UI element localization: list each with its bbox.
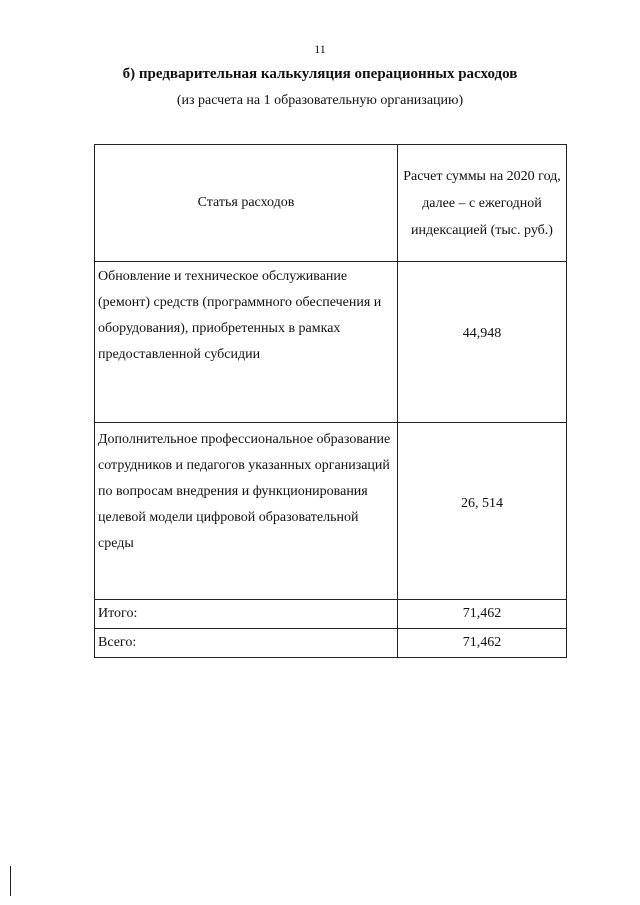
row-sum-value: 26, 514 [461, 496, 503, 511]
subtotal-label: Итого: [95, 600, 398, 629]
total-row [95, 629, 567, 658]
header-sum-cell: Расчет суммы на 2020 год, далее – с ежегодной индексацией (тыс. руб.) [398, 145, 567, 262]
row-sum-cell [398, 262, 567, 423]
total-value: 71,462 [398, 629, 567, 658]
section-subtitle: (из расчета на 1 образовательную организацию) [176, 93, 464, 108]
section-title: б) предварительная калькуляция операционных расходов [122, 66, 518, 82]
table-row [95, 423, 567, 600]
page-number: 11 [314, 42, 326, 56]
table-row [95, 262, 567, 423]
row-sum-cell [398, 423, 567, 600]
subtotal-value: 71,462 [398, 600, 567, 629]
row-item-cell: Дополнительное профессиональное образование сотрудников и педагогов указанных организаций по вопросам внедрения и функционирования целевой модели цифровой образовательной среды [95, 423, 398, 600]
table-header-row [95, 145, 567, 262]
header-item-cell: Статья расходов [95, 145, 398, 262]
row-sum-value: 44,948 [462, 326, 502, 341]
row-item-cell: Обновление и техническое обслуживание (ремонт) средств (программного обеспечения и оборудования), приобретенных в рамках предоставленной субсидии [95, 262, 398, 423]
total-label: Всего: [95, 629, 398, 658]
cost-table [94, 144, 567, 658]
scan-margin-line [10, 866, 11, 896]
subtotal-row [95, 600, 567, 629]
